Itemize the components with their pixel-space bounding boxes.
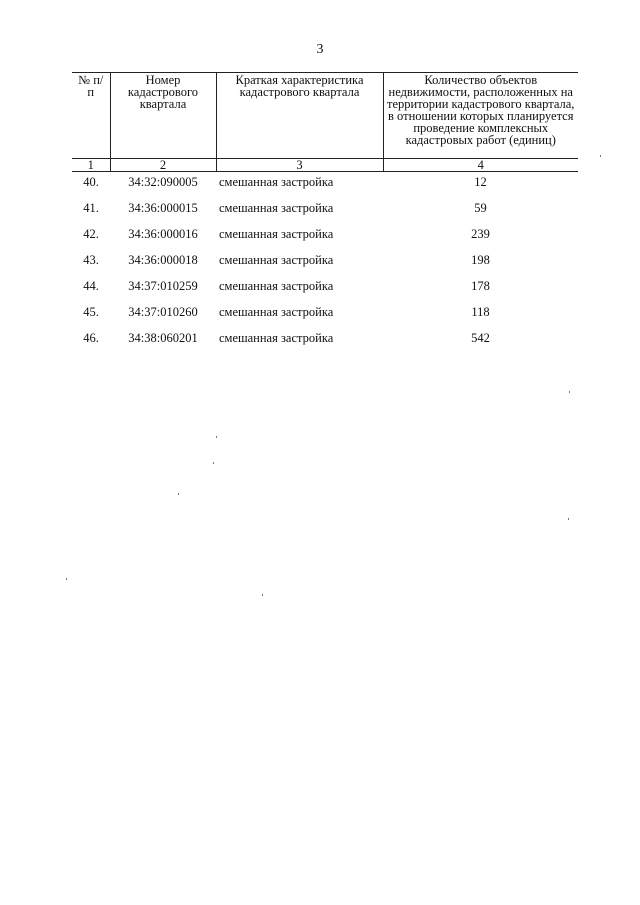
scan-speck (66, 578, 67, 580)
object-count: 59 (474, 201, 487, 215)
row-number: 46. (83, 331, 99, 345)
cadastral-number: 34:37:010260 (128, 305, 198, 319)
scan-speck (600, 155, 601, 157)
column-number-3: 3 (216, 159, 383, 172)
table-row (72, 172, 578, 199)
quarter-description: смешанная застройка (219, 253, 334, 267)
object-count: 118 (471, 305, 490, 319)
cadastral-number: 34:38:060201 (128, 331, 198, 345)
row-number: 42. (83, 227, 99, 241)
table-row (72, 328, 578, 354)
cadastral-number: 34:37:010259 (128, 279, 198, 293)
cadastral-number: 34:36:000018 (128, 253, 198, 267)
page-number: 3 (316, 42, 324, 57)
table-row (72, 198, 578, 224)
scan-speck (216, 436, 217, 438)
header-cadastral-number: Номер кадастрового квартала (110, 73, 216, 159)
cadastral-quarters-table (72, 72, 578, 354)
header-row-number: № п/п (72, 73, 110, 159)
cadastral-number: 34:36:000015 (128, 201, 198, 215)
quarter-description: смешанная застройка (219, 305, 334, 319)
column-numbers-row (72, 159, 578, 172)
table-header-row (72, 73, 578, 159)
quarter-description: смешанная застройка (219, 279, 334, 293)
row-number: 45. (83, 305, 99, 319)
object-count: 12 (474, 175, 487, 189)
quarter-description: смешанная застройка (219, 175, 334, 189)
quarter-description: смешанная застройка (219, 331, 334, 345)
scan-speck (569, 391, 570, 393)
cadastral-number: 34:36:000016 (128, 227, 198, 241)
row-number: 41. (83, 201, 99, 215)
row-number: 44. (83, 279, 99, 293)
object-count: 178 (471, 279, 490, 293)
scan-speck (178, 493, 179, 495)
column-number-1: 1 (72, 159, 110, 172)
quarter-description: смешанная застройка (219, 227, 334, 241)
row-number: 40. (83, 175, 99, 189)
quarter-description: смешанная застройка (219, 201, 334, 215)
object-count: 239 (471, 227, 490, 241)
object-count: 542 (471, 331, 490, 345)
table-row (72, 276, 578, 302)
row-number: 43. (83, 253, 99, 267)
scan-speck (262, 594, 263, 596)
header-description: Краткая характеристика кадастрового квартала (216, 73, 383, 159)
object-count: 198 (471, 253, 490, 267)
column-number-4: 4 (383, 159, 578, 172)
table-row (72, 250, 578, 276)
table-row (72, 302, 578, 328)
table-row (72, 224, 578, 250)
cadastral-number: 34:32:090005 (128, 175, 198, 189)
column-number-2: 2 (110, 159, 216, 172)
header-object-count: Количество объектов недвижимости, расположенных на территории кадастрового квартала, в отношении которых планируется проведение комплексных кадастровых работ (единиц) (383, 73, 578, 159)
scan-speck (568, 518, 569, 520)
scan-speck (213, 462, 214, 464)
